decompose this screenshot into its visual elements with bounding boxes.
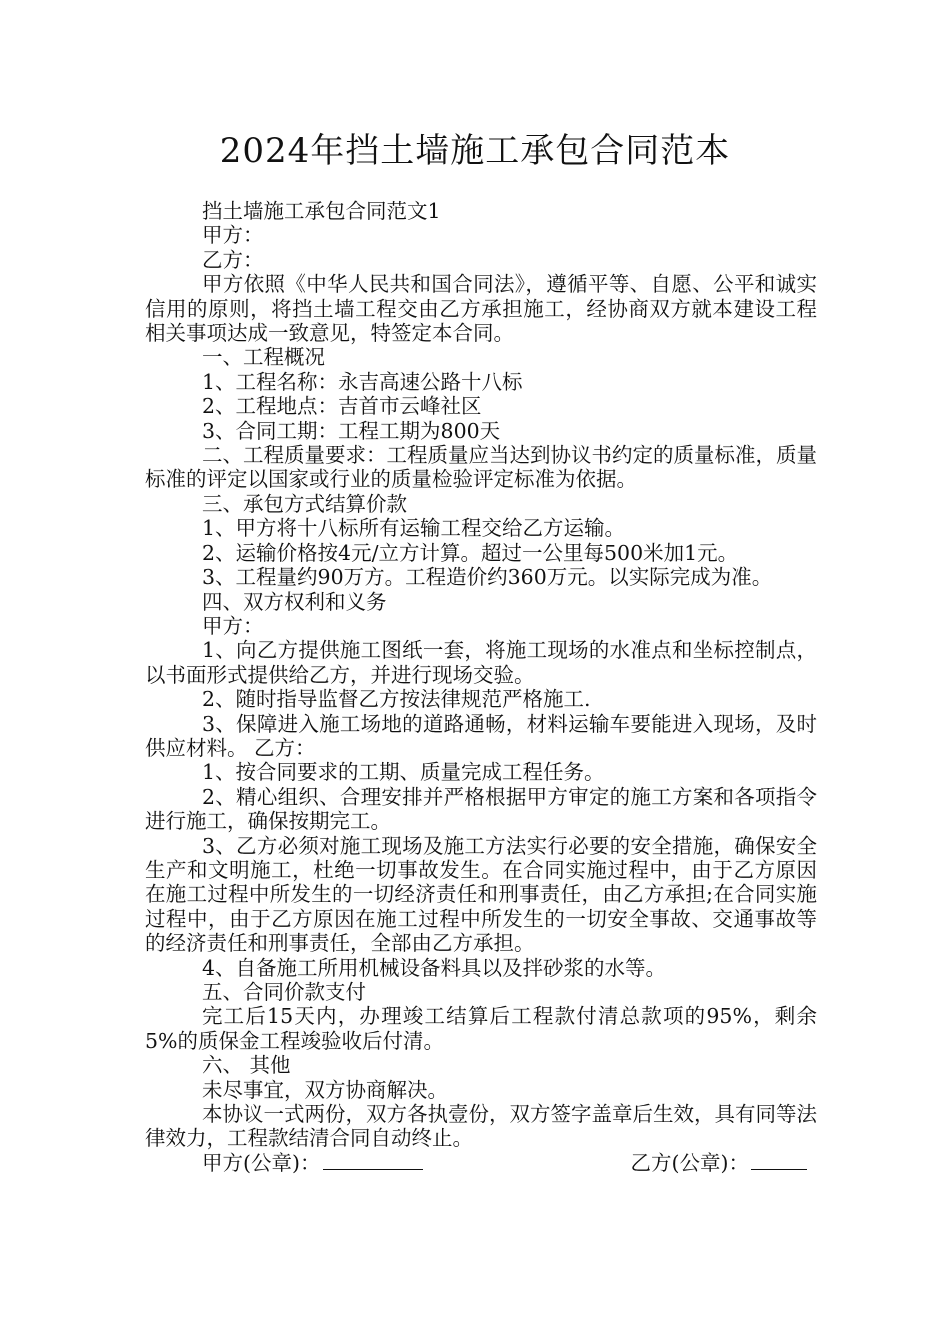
paragraph: 1、按合同要求的工期、质量完成工程任务。	[202, 760, 605, 785]
party-b-seal	[631, 1151, 808, 1175]
section-heading: 一、工程概况	[202, 345, 325, 370]
paragraph: 本协议一式两份，双方各执壹份，双方签字盖章后生效，具有同等法律效力，工程款结清合同自动终止。	[145, 1102, 817, 1151]
paragraph: 3、工程量约90万方。工程造价约360万元。以实际完成为准。	[202, 565, 773, 590]
paragraph: 二、工程质量要求：工程质量应当达到协议书约定的质量标准，质量标准的评定以国家或行业的质量检验评定标准为依据。	[145, 443, 817, 492]
paragraph: 4、自备施工所用机械设备料具以及拌砂浆的水等。	[202, 955, 667, 980]
paragraph: 2、随时指导监督乙方按法律规范严格施工.	[202, 687, 591, 712]
party-a-seal-label: 甲方(公章)：	[202, 1150, 321, 1175]
paragraph: 2、运输价格按4元/立方计算。超过一公里每500米加1元。	[202, 540, 739, 565]
paragraph: 甲方：	[202, 613, 264, 638]
section-heading: 四、双方权利和义务	[202, 589, 387, 614]
paragraph: 甲方：	[202, 223, 264, 248]
paragraph: 1、甲方将十八标所有运输工程交给乙方运输。	[202, 516, 626, 541]
paragraph: 未尽事宜，双方协商解决。	[202, 1077, 448, 1102]
section-heading: 五、合同价款支付	[202, 980, 366, 1004]
paragraph: 完工后15天内，办理竣工结算后工程款付清总款项的95%，剩余5%的质保金工程竣验收后付清。	[145, 1004, 817, 1053]
paragraph: 甲方依照《中华人民共和国合同法》，遵循平等、自愿、公平和诚实信用的原则，将挡土墙工程交由乙方承担施工，经协商双方就本建设工程相关事项达成一致意见，特签定本合同。	[145, 272, 817, 346]
party-a-blank	[323, 1151, 423, 1170]
paragraph: 2、精心组织、合理安排并严格根据甲方审定的施工方案和各项指令进行施工，确保按期完工。	[145, 784, 817, 834]
document-body	[145, 199, 817, 1175]
section-heading: 六、 其他	[202, 1053, 291, 1078]
paragraph: 2、工程地点：吉首市云峰社区	[202, 394, 482, 419]
party-b-seal-label: 乙方(公章)：	[630, 1150, 749, 1175]
party-a-seal	[202, 1151, 423, 1175]
section-heading: 三、承包方式结算价款	[202, 491, 407, 516]
party-b-blank	[751, 1151, 807, 1170]
paragraph: 1、向乙方提供施工图纸一套，将施工现场的水准点和坐标控制点，以书面形式提供给乙方，并进行现场交验。	[145, 638, 817, 687]
document-title: 2024年挡土墙施工承包合同范本	[219, 131, 731, 171]
paragraph: 3、保障进入施工场地的道路通畅，材料运输车要能进入现场，及时供应材料。 乙方：	[145, 711, 817, 760]
paragraph: 3、乙方必须对施工现场及施工方法实行必要的安全措施，确保安全生产和文明施工，杜绝一切事故发生。在合同实施过程中，由于乙方原因在施工过程中所发生的一切经济责任和刑事责任，由乙方承担;在合同实施过程中，由于乙方原因在施工过程中所发生的一切安全事故、交通事故等的经济责任和刑事责任，全部由乙方承担。	[145, 833, 817, 956]
paragraph: 乙方：	[202, 247, 264, 272]
signature-line	[145, 1151, 817, 1175]
paragraph: 1、工程名称：永吉高速公路十八标	[202, 369, 523, 394]
paragraph: 挡土墙施工承包合同范文1	[202, 199, 441, 223]
paragraph: 3、合同工期：工程工期为800天	[202, 418, 501, 443]
